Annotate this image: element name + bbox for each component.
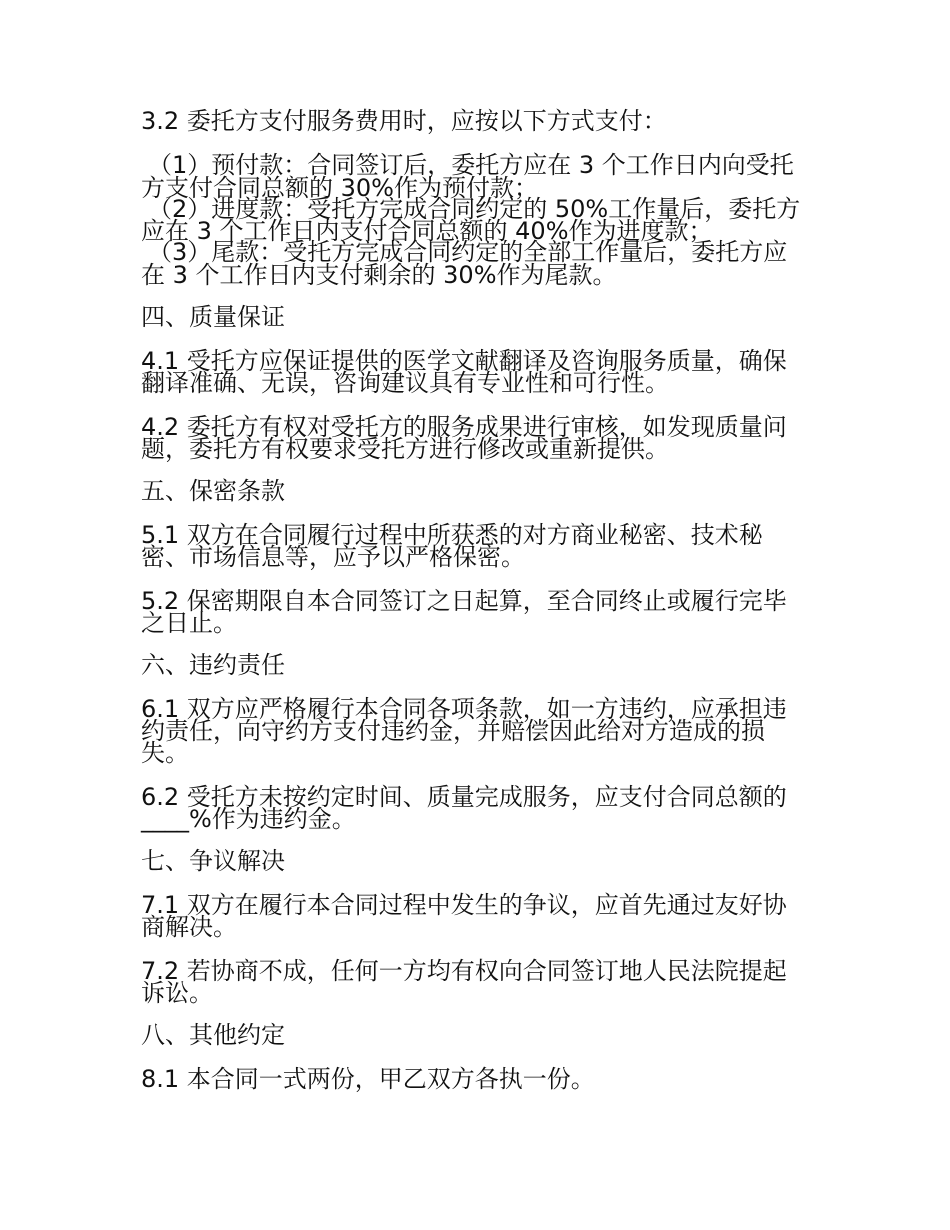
clause-5-1-line-2: 密、市场信息等，应予以严格保密。 — [141, 543, 525, 571]
clause-4-2-line-1: 4.2 委托方有权对受托方的服务成果进行审核，如发现质量问 — [141, 413, 787, 441]
clause-6-1-line-2: 约责任，向守约方支付违约金，并赔偿因此给对方造成的损 — [141, 717, 765, 745]
payment-item-2-line-2: 应在 3 个工作日内支付合同总额的 40%作为进度款； — [141, 217, 713, 245]
clause-5-1-line-1: 5.1 双方在合同履行过程中所获悉的对方商业秘密、技术秘 — [141, 521, 763, 549]
clause-4-2-line-2: 题，委托方有权要求受托方进行修改或重新提供。 — [141, 435, 669, 463]
section-heading-other: 八、其他约定 — [141, 1021, 285, 1049]
payment-item-1-line-2: 方支付合同总额的 30%作为预付款； — [141, 174, 538, 202]
clause-7-1-line-2: 商解决。 — [141, 913, 237, 941]
clause-8-1: 8.1 本合同一式两份，甲乙双方各执一份。 — [141, 1065, 595, 1093]
clause-6-1-line-1: 6.1 双方应严格履行本合同各项条款，如一方违约，应承担违 — [141, 695, 787, 723]
clause-5-2-line-2: 之日止。 — [141, 609, 237, 637]
payment-item-2-line-1: （2）进度款：受托方完成合同约定的 50%工作量后，委托方 — [148, 195, 801, 223]
payment-item-3-line-1: （3）尾款：受托方完成合同约定的全部工作量后，委托方应 — [148, 238, 788, 266]
clause-7-1-line-1: 7.1 双方在履行本合同过程中发生的争议，应首先通过友好协 — [141, 891, 787, 919]
clause-4-1-line-1: 4.1 受托方应保证提供的医学文献翻译及咨询服务质量，确保 — [141, 347, 787, 375]
clause-6-2-line-1: 6.2 受托方未按约定时间、质量完成服务，应支付合同总额的 — [141, 783, 787, 811]
clause-6-2-line-2: ____%作为违约金。 — [141, 805, 356, 833]
clause-3-2: 3.2 委托方支付服务费用时，应按以下方式支付： — [141, 107, 667, 135]
section-heading-quality: 四、质量保证 — [141, 303, 285, 331]
clause-6-1-line-3: 失。 — [141, 739, 189, 767]
payment-item-3-line-2: 在 3 个工作日内支付剩余的 30%作为尾款。 — [141, 261, 617, 289]
section-heading-liability: 六、违约责任 — [141, 651, 285, 679]
clause-5-2-line-1: 5.2 保密期限自本合同签订之日起算，至合同终止或履行完毕 — [141, 587, 787, 615]
section-heading-confidentiality: 五、保密条款 — [141, 477, 285, 505]
clause-7-2-line-1: 7.2 若协商不成，任何一方均有权向合同签订地人民法院提起 — [141, 957, 787, 985]
clause-4-1-line-2: 翻译准确、无误，咨询建议具有专业性和可行性。 — [141, 369, 669, 397]
section-heading-dispute: 七、争议解决 — [141, 847, 285, 875]
payment-item-1-line-1: （1）预付款：合同签订后，委托方应在 3 个工作日内向受托 — [148, 151, 794, 179]
clause-7-2-line-2: 诉讼。 — [141, 979, 213, 1007]
